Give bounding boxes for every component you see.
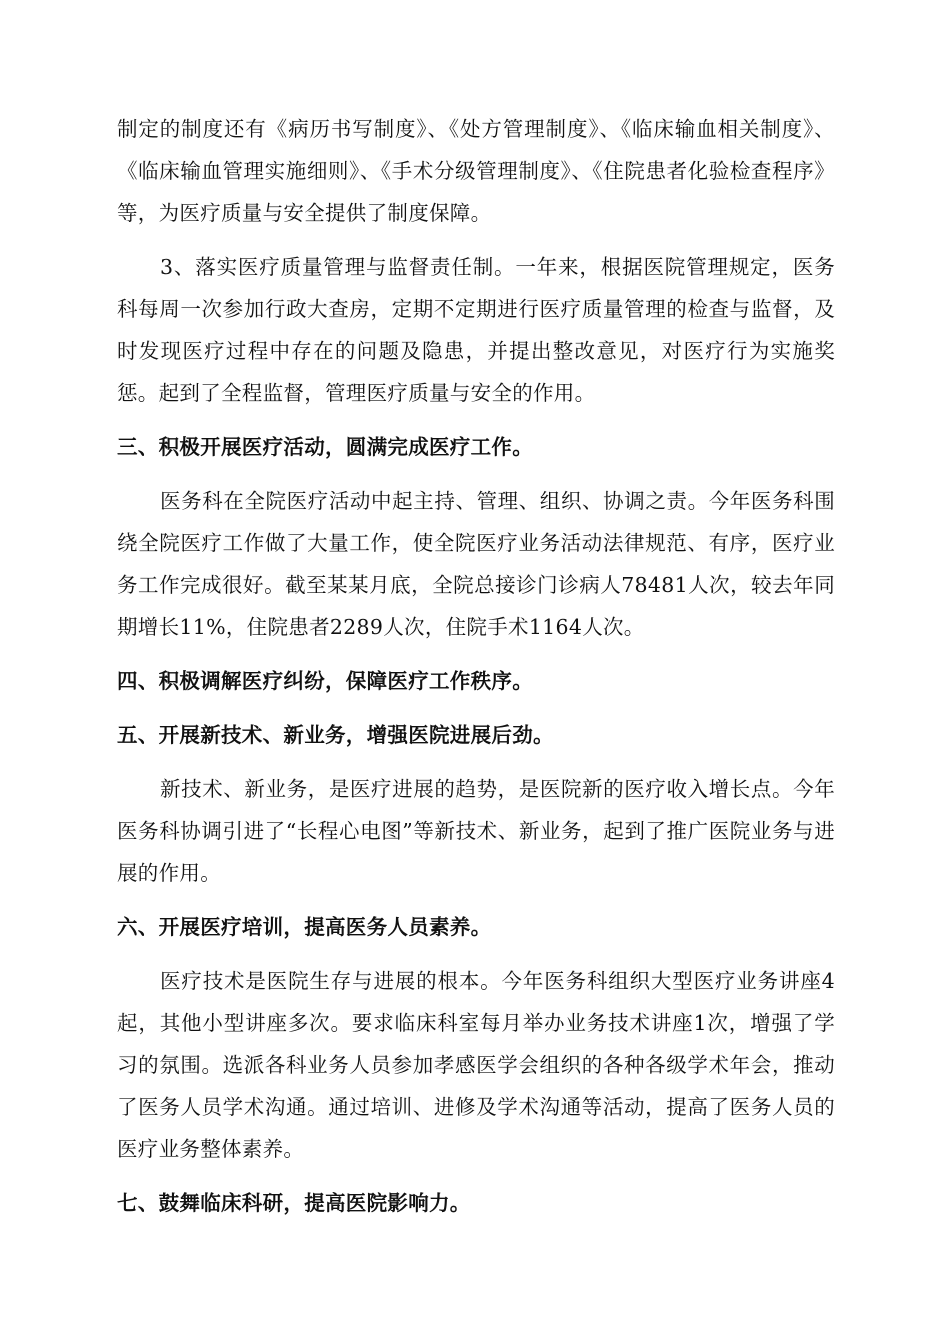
paragraph-training: 医疗技术是医院生存与进展的根本。今年医务科组织大型医疗业务讲座4起，其他小型讲座多次。要求临床科室每月举办业务技术讲座1次，增强了学习的氛围。选派各科业务人员参加孝感医学会组织的各种各级学术年会，推动了医务人员学术沟通。通过培训、进修及学术沟通等活动，提高了医务人员的医疗业务整体素养。 [117,969,835,1161]
section-heading-7: 七、鼓舞临床科研，提高医院影响力。 [117,1191,471,1215]
paragraph-quality-supervision: 3、落实医疗质量管理与监督责任制。一年来，根据医院管理规定，医务科每周一次参加行政大查房，定期不定期进行医疗质量管理的检查与监督，及时发现医疗过程中存在的问题及隐患，并提出整改意见，对医疗行为实施奖惩。起到了全程监督，管理医疗质量与安全的作用。 [117,255,835,405]
section-heading-6: 六、开展医疗培训，提高医务人员素养。 [117,915,492,939]
section-heading-4: 四、积极调解医疗纠纷，保障医疗工作秩序。 [117,669,533,693]
section-heading-5: 五、开展新技术、新业务，增强医院进展后劲。 [117,723,554,747]
paragraph-new-technology: 新技术、新业务，是医疗进展的趋势，是医院新的医疗收入增长点。今年医务科协调引进了“长程心电图”等新技术、新业务，起到了推广医院业务与进展的作用。 [117,777,835,885]
document-body [117,108,835,1236]
paragraph-medical-activities: 医务科在全院医疗活动中起主持、管理、组织、协调之责。今年医务科围绕全院医疗工作做了大量工作，使全院医疗业务活动法律规范、有序，医疗业务工作完成很好。截至某某月底，全院总接诊门诊病人78481人次，较去年同期增长11%，住院患者2289人次，住院手术1164人次。 [117,489,835,639]
paragraph-regulations: 制定的制度还有《病历书写制度》、《处方管理制度》、《临床输血相关制度》、《临床输血管理实施细则》、《手术分级管理制度》、《住院患者化验检查程序》等，为医疗质量与安全提供了制度保障。 [117,117,835,225]
section-heading-3: 三、积极开展医疗活动，圆满完成医疗工作。 [117,435,533,459]
